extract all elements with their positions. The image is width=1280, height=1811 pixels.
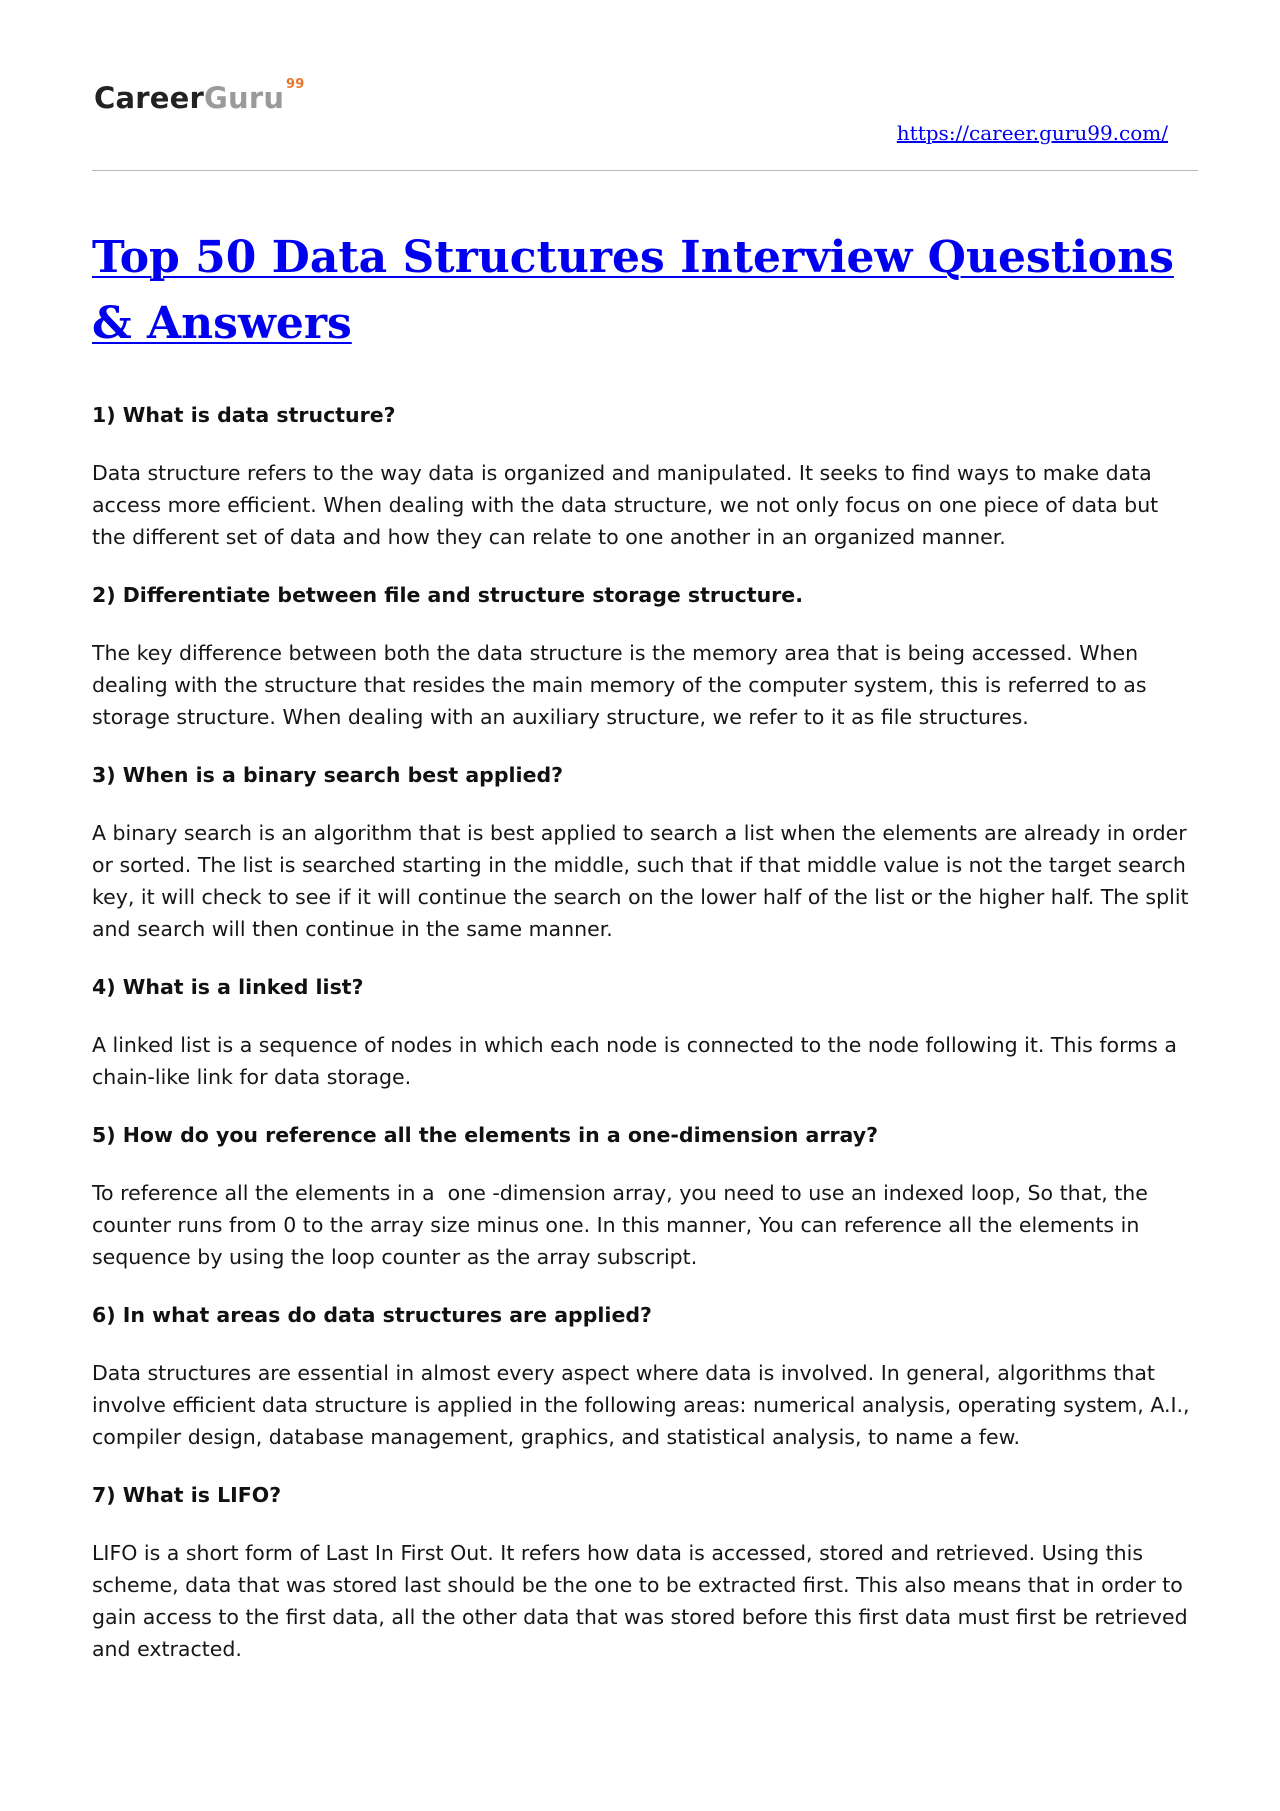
logo-career-text: Career [94, 81, 204, 115]
qa-item-3 [92, 759, 1198, 945]
question-4: 4) What is a linked list? [92, 975, 364, 999]
logo-guru-text: Guru [204, 81, 285, 115]
qa-item-1 [92, 399, 1198, 553]
page-header [92, 0, 1198, 171]
answer-2: The key difference between both the data structure is the memory area that is being accessed. When dealing with the structure that resides the main memory of the computer system, this is referred to as storage structure. When dealing with an auxiliary structure, we refer to it as file structures. [92, 641, 1154, 729]
logo-99-superscript: 99 [286, 77, 305, 92]
question-6: 6) In what areas do data structures are applied? [92, 1303, 652, 1327]
answer-1: Data structure refers to the way data is organized and manipulated. It seeks to find ways to make data access more efficient. When dealing with the data structure, we not only focus on one piece of data but the different set of data and how they can relate to one another in an organized manner. [92, 461, 1165, 549]
question-7: 7) What is LIFO? [92, 1483, 282, 1507]
answer-7: LIFO is a short form of Last In First Out. It refers how data is accessed, stored and retrieved. Using this scheme, data that was stored last should be the one to be extracted first. This also means that in order to gain access to the first data, all the other data that was stored before this first data must first be retrieved and extracted. [92, 1541, 1195, 1661]
qa-item-7 [92, 1479, 1198, 1665]
question-2: 2) Differentiate between file and structure storage structure. [92, 583, 803, 607]
question-1: 1) What is data structure? [92, 403, 396, 427]
answer-4: A linked list is a sequence of nodes in which each node is connected to the node following it. This forms a chain-like link for data storage. [92, 1033, 1184, 1089]
qa-item-5 [92, 1119, 1198, 1273]
qa-list [92, 399, 1198, 1665]
answer-3: A binary search is an algorithm that is best applied to search a list when the elements are already in order or sorted. The list is searched starting in the middle, such that if that middle value is not the target search key, it will check to see if it will continue the search on the lower half of the list or the higher half. The split and search will then continue in the same manner. [92, 821, 1196, 941]
answer-6: Data structures are essential in almost every aspect where data is involved. In general, algorithms that involve efficient data structure is applied in the following areas: numerical analysis, operating system, A.I., compiler design, database management, graphics, and statistical analysis, to name a few. [92, 1361, 1197, 1449]
qa-item-2 [92, 579, 1198, 733]
question-5: 5) How do you reference all the elements in a one-dimension array? [92, 1123, 879, 1147]
page-title[interactable]: Top 50 Data Structures Interview Questions & Answers [92, 232, 1174, 349]
qa-item-6 [92, 1299, 1198, 1453]
document-page [92, 0, 1198, 1691]
site-url-link[interactable]: https://career.guru99.com/ [896, 121, 1168, 145]
careerguru-logo[interactable] [94, 77, 305, 115]
answer-5: To reference all the elements in a one -dimension array, you need to use an indexed loop, So that, the counter runs from 0 to the array size minus one. In this manner, You can reference all the elements in sequence by using the loop counter as the array subscript. [92, 1181, 1155, 1269]
qa-item-4 [92, 971, 1198, 1093]
question-3: 3) When is a binary search best applied? [92, 763, 564, 787]
